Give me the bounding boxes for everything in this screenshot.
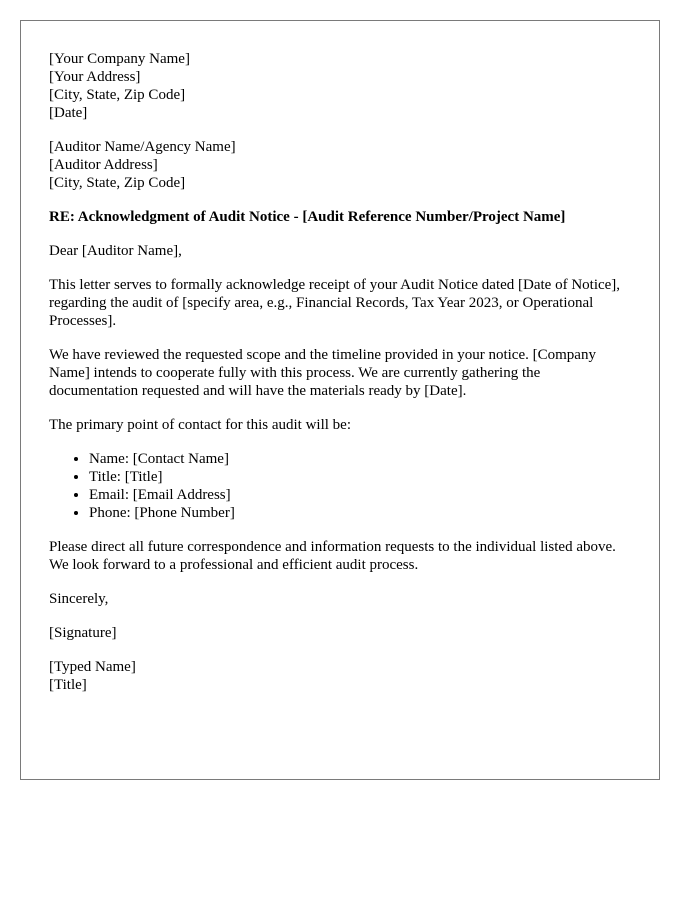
- signature: [Signature]: [49, 625, 117, 641]
- sender-block: [49, 50, 631, 122]
- paragraph-contact-intro: The primary point of contact for this audit will be:: [49, 417, 352, 433]
- sender-address: [Your Address]: [49, 69, 141, 85]
- sender-city-state-zip: [City, State, Zip Code]: [49, 87, 186, 103]
- subject-line: RE: Acknowledgment of Audit Notice - [Audit Reference Number/Project Name]: [49, 209, 566, 225]
- paragraph-correspondence: Please direct all future correspondence and information requests to the individual listed above. We look forward to a professional and efficient audit process.: [49, 539, 616, 573]
- closing: Sincerely,: [49, 591, 109, 607]
- sender-company: [Your Company Name]: [49, 51, 190, 67]
- letter-date: [Date]: [49, 105, 88, 121]
- contact-title: • Title: [Title]: [89, 468, 631, 486]
- recipient-name: [Auditor Name/Agency Name]: [49, 139, 236, 155]
- signer-block: [49, 658, 631, 694]
- contact-email: • Email: [Email Address]: [89, 486, 631, 504]
- letter-page: [20, 20, 660, 780]
- recipient-block: [49, 138, 631, 192]
- paragraph-scope: We have reviewed the requested scope and the timeline provided in your notice. [Company Name] intends to cooperate fully with this process. We are currently gathering the documentation requested and will have the materials ready by [Date].: [49, 347, 596, 399]
- paragraph-acknowledgment: This letter serves to formally acknowledge receipt of your Audit Notice dated [Date of Notice], regarding the audit of [specify area, e.g., Financial Records, Tax Year 2023, or Operational Processes].: [49, 277, 621, 329]
- contact-phone: • Phone: [Phone Number]: [89, 504, 631, 522]
- recipient-address: [Auditor Address]: [49, 157, 158, 173]
- typed-name: [Typed Name]: [49, 659, 136, 675]
- salutation: Dear [Auditor Name],: [49, 243, 182, 259]
- contact-list: [49, 450, 631, 522]
- recipient-city-state-zip: [City, State, Zip Code]: [49, 175, 186, 191]
- contact-name: • Name: [Contact Name]: [89, 450, 631, 468]
- signer-title: [Title]: [49, 677, 87, 693]
